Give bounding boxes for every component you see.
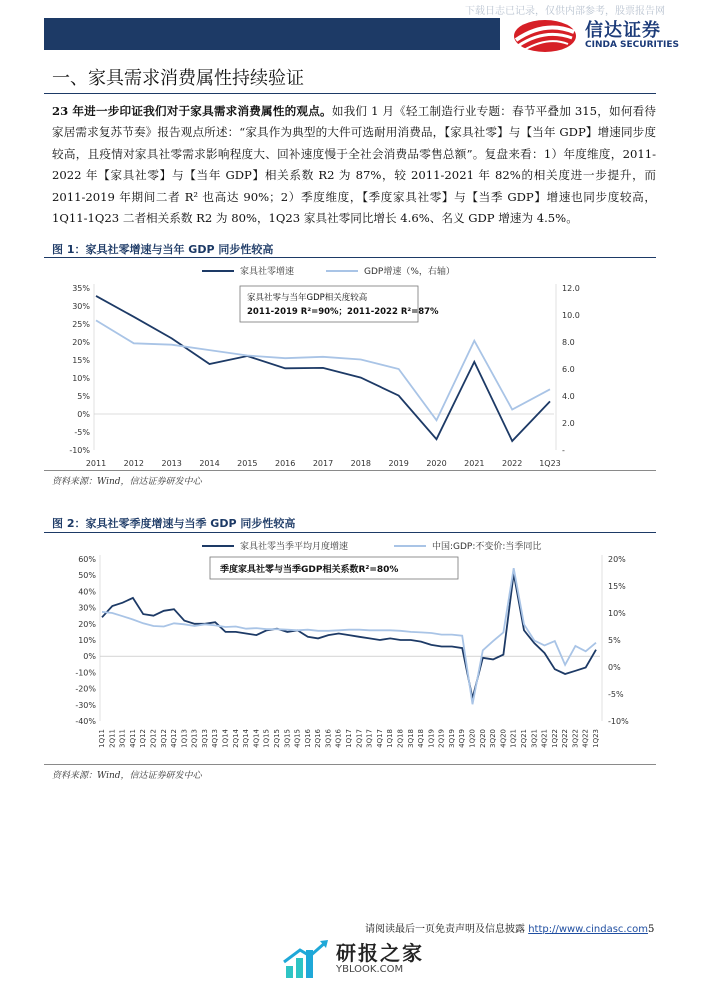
paragraph-body: 如我们 1 月《轻工制造行业专题：春节平叠加 315，如何看待家居需求复苏节奏》报告观点所述：“家具作为典型的大件可选耐用消费品，【家具社零】与【当年 GDP】增速同步度较高，且疫情对家具社零需求影响程度大、回补速度慢于全社会消费品零售总额”。复盘来看：1）年度维度，2011-2022 年【家具社零】与【当年 GDP】相关系数 R2 为 87%，较 2011-2021 年 82%的相关度进一步提升，而 2011-2019 年期间二者 R² 也高达 90%；2）季度维度，【季度家具社零】与【当季 GDP】增速也同步度较高，1Q11-1Q23 二者相关系数 R2 为 80%，1Q23 家具社零同比增长 4.6%、名义 GDP 增速为 4.5%。 — [52, 104, 656, 226]
x-tick-label: 2Q17 — [355, 729, 364, 748]
y-right-tick-label: 5% — [608, 636, 621, 645]
x-tick-label: 1Q11 — [98, 729, 106, 748]
x-tick-label: 4Q18 — [417, 729, 426, 748]
x-tick-label: 2Q19 — [437, 729, 446, 748]
y-left-tick-label: 30% — [72, 302, 90, 311]
y-left-tick-label: -10% — [75, 668, 96, 678]
y-right-tick-label: 20% — [608, 555, 626, 564]
x-tick-label: 3Q12 — [159, 729, 168, 748]
x-tick-label: 1Q17 — [345, 729, 353, 748]
footer-link[interactable]: http://www.cindasc.com — [528, 924, 648, 935]
y-left-tick-label: 25% — [72, 320, 90, 329]
x-tick-label: 2Q11 — [108, 729, 117, 748]
x-tick-label: 3Q19 — [447, 729, 456, 748]
x-tick-label: 2014 — [199, 459, 220, 468]
body-paragraph — [52, 101, 656, 229]
x-tick-label: 2Q12 — [149, 729, 158, 748]
y-left-tick-label: 30% — [78, 603, 96, 613]
x-tick-label: 1Q14 — [221, 729, 230, 748]
y-left-tick-label: -5% — [74, 428, 90, 437]
x-tick-label: 4Q22 — [581, 729, 590, 748]
y-right-tick-label: 0% — [608, 663, 621, 672]
figure1-title: 图 1：家具社零增速与当年 GDP 同步性较高 — [52, 243, 274, 256]
y-right-tick-label: 6.0 — [562, 365, 575, 374]
series-line-gdp — [102, 568, 596, 704]
y-left-tick-label: 40% — [78, 587, 96, 597]
x-tick-label: 4Q13 — [211, 729, 220, 748]
y-left-tick-label: 50% — [78, 571, 96, 581]
fig1-legend-label-furniture: 家具社零增速 — [240, 267, 295, 277]
figure2-source: 资料来源：Wind，信达证券研发中心 — [52, 771, 202, 781]
figure1-bottom-rule — [44, 470, 656, 471]
y-right-tick-label: 10.0 — [562, 311, 580, 320]
x-tick-label: 1Q20 — [468, 729, 477, 748]
x-tick-label: 2Q22 — [561, 729, 570, 748]
section-divider — [44, 93, 656, 94]
x-tick-label: 3Q16 — [324, 729, 333, 748]
x-tick-label: 3Q11 — [118, 729, 127, 748]
x-tick-label: 4Q14 — [252, 729, 261, 748]
y-right-tick-label: -10% — [608, 717, 629, 726]
x-tick-label: 2011 — [85, 459, 107, 468]
x-tick-label: 1Q16 — [303, 729, 312, 748]
x-tick-label: 2018 — [350, 459, 372, 468]
fig1-legend-label-gdp: GDP增速（%，右轴） — [364, 267, 455, 277]
x-tick-label: 2020 — [426, 459, 447, 468]
x-tick-label: 1Q22 — [550, 729, 559, 748]
x-tick-label: 1Q23 — [592, 729, 600, 748]
series-line-furniture-retail — [102, 574, 596, 699]
x-tick-label: 3Q15 — [283, 729, 292, 748]
x-tick-label: 2017 — [312, 459, 334, 468]
x-tick-label: 2019 — [388, 459, 409, 468]
x-tick-label: 4Q15 — [293, 729, 302, 748]
x-tick-label: 2Q20 — [478, 729, 487, 748]
x-tick-label: 2Q18 — [396, 729, 405, 748]
figure1-source: 资料来源：Wind，信达证券研发中心 — [52, 477, 202, 487]
fig2-annotation: 季度家具社零与当季GDP相关系数R²=80% — [220, 565, 399, 575]
x-tick-label: 4Q17 — [375, 729, 384, 748]
y-left-tick-label: 5% — [77, 392, 90, 401]
x-tick-label: 1Q23 — [539, 459, 561, 468]
x-tick-label: 4Q20 — [499, 729, 508, 748]
y-right-tick-label: 4.0 — [562, 392, 575, 401]
fig2-legend — [202, 540, 541, 552]
x-tick-label: 4Q16 — [334, 729, 343, 748]
fig1-annotation-line2: 2011-2019 R²=90%；2011-2022 R²=87% — [247, 307, 439, 317]
y-left-tick-label: 0% — [83, 652, 96, 662]
brand-text-en: YBLOOK.COM — [336, 964, 404, 975]
y-left-tick-label: -10% — [69, 446, 90, 455]
x-tick-label: 1Q12 — [139, 729, 148, 748]
paragraph-lead: 23 年进一步印证我们对于家具需求消费属性的观点。 — [52, 104, 332, 118]
x-tick-label: 2012 — [123, 459, 145, 468]
y-right-tick-label: 12.0 — [562, 284, 580, 293]
fig1-annotation-line1: 家具社零与当年GDP相关度较高 — [247, 293, 368, 303]
yblook-logo-icon — [282, 938, 330, 982]
y-left-tick-label: 20% — [72, 338, 90, 347]
fig2-legend-label-gdp: 中国:GDP:不变价:当季同比 — [432, 542, 542, 552]
series-line-gdp — [96, 320, 550, 420]
figure2-chart — [44, 533, 656, 761]
x-tick-label: 4Q19 — [458, 729, 467, 748]
fig2-legend-label-furniture: 家具社零当季平均月度增速 — [240, 542, 349, 552]
y-left-tick-label: -20% — [75, 684, 96, 694]
figure2-title: 图 2：家具社零季度增速与当季 GDP 同步性较高 — [52, 517, 296, 530]
x-tick-label: 4Q11 — [128, 729, 137, 748]
y-left-tick-label: 10% — [72, 374, 90, 383]
footer-text: 请阅读最后一页免责声明及信息披露 — [365, 924, 529, 935]
cinda-logo-icon — [512, 18, 578, 54]
y-left-tick-label: 0% — [77, 410, 90, 419]
x-tick-label: 1Q15 — [262, 729, 271, 748]
header-bar — [44, 18, 500, 50]
y-right-tick-label: - — [562, 446, 565, 455]
y-left-tick-label: 10% — [78, 636, 96, 645]
y-left-tick-label: 20% — [78, 619, 96, 629]
y-right-tick-label: 10% — [608, 609, 626, 618]
x-tick-label: 1Q21 — [509, 729, 518, 748]
y-right-tick-label: 8.0 — [562, 338, 575, 347]
y-right-tick-label: 15% — [608, 582, 626, 591]
x-tick-label: 2015 — [237, 459, 258, 468]
figure1-chart — [44, 258, 656, 470]
x-tick-label: 1Q13 — [180, 729, 189, 748]
y-left-tick-label: 35% — [72, 284, 90, 293]
footer-disclaimer — [365, 920, 654, 935]
x-tick-label: 2Q13 — [190, 729, 199, 748]
y-left-tick-label: -40% — [75, 717, 96, 726]
x-tick-label: 2022 — [501, 459, 523, 468]
x-tick-label: 3Q22 — [571, 729, 580, 748]
brand-text-cn: 研报之家 — [336, 941, 424, 965]
x-tick-label: 3Q14 — [242, 729, 251, 748]
fig1-legend — [202, 265, 455, 277]
x-tick-label: 3Q13 — [200, 729, 209, 748]
y-left-tick-label: 60% — [78, 555, 96, 564]
x-tick-label: 2Q15 — [272, 729, 281, 748]
y-right-tick-label: -5% — [608, 690, 624, 699]
x-tick-label: 2Q16 — [314, 729, 323, 748]
watermark-text: 下载日志已记录，仅供内部参考，股票报告网 — [465, 6, 665, 17]
figure2-bottom-rule — [44, 764, 656, 765]
x-tick-label: 3Q20 — [489, 729, 498, 748]
x-tick-label: 3Q17 — [365, 729, 374, 748]
x-tick-label: 3Q18 — [406, 729, 415, 748]
y-left-tick-label: -30% — [75, 700, 96, 710]
x-tick-label: 2016 — [274, 459, 296, 468]
x-tick-label: 4Q12 — [170, 729, 179, 748]
x-tick-label: 1Q18 — [386, 729, 395, 748]
x-tick-label: 2Q14 — [231, 729, 240, 748]
x-tick-label: 3Q21 — [530, 729, 539, 748]
logo-text-cn: 信达证券 — [585, 20, 661, 41]
section-title: 一、家具需求消费属性持续验证 — [52, 68, 304, 89]
y-right-tick-label: 2.0 — [562, 419, 575, 428]
x-tick-label: 4Q21 — [540, 729, 549, 748]
logo-text-en: CINDA SECURITIES — [585, 40, 679, 50]
x-tick-label: 1Q19 — [427, 729, 436, 748]
x-tick-label: 2013 — [161, 459, 182, 468]
x-tick-label: 2021 — [464, 459, 485, 468]
x-tick-label: 2Q21 — [519, 729, 528, 748]
page-number: 5 — [647, 924, 655, 935]
y-left-tick-label: 15% — [72, 356, 90, 365]
